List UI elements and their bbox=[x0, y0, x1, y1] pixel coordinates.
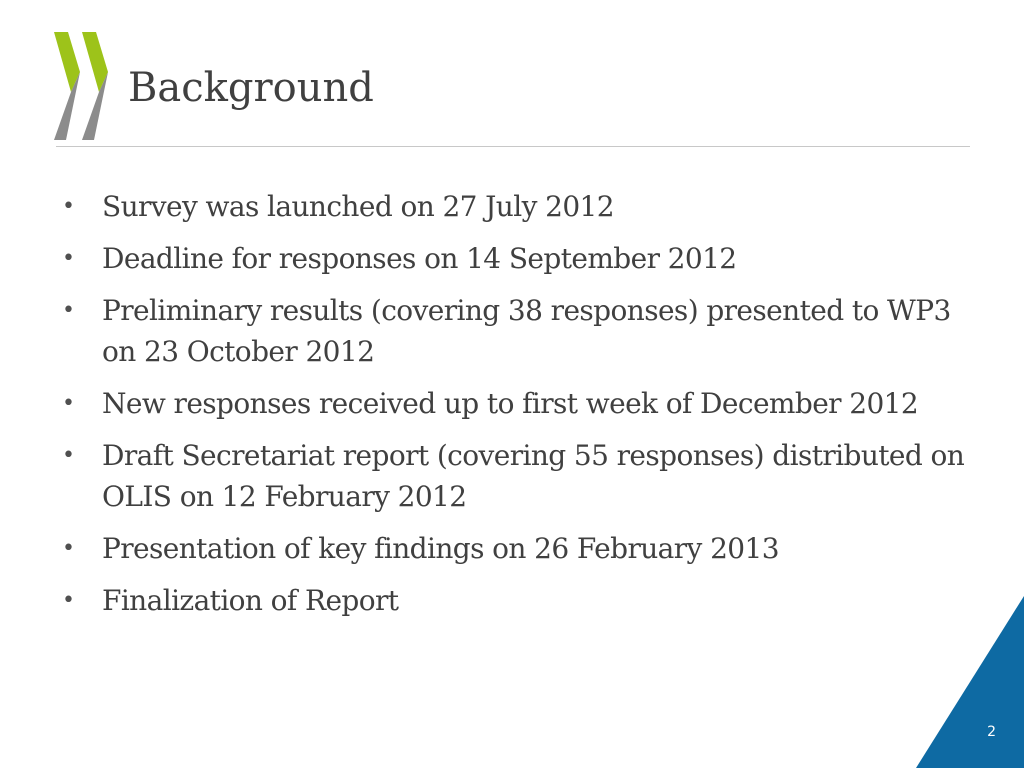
bullet-item bbox=[56, 383, 966, 424]
bullet-text: Preliminary results (covering 38 responses) presented to WP3 on 23 October 2012 bbox=[102, 294, 951, 368]
bullet-text: New responses received up to first week of December 2012 bbox=[102, 387, 919, 420]
bullet-dot: • bbox=[62, 298, 75, 323]
bullet-item bbox=[56, 528, 966, 569]
bullet-item bbox=[56, 186, 966, 227]
oecd-chevron-logo-icon bbox=[54, 32, 110, 140]
bullet-dot: • bbox=[62, 194, 75, 219]
bullet-dot: • bbox=[62, 588, 75, 613]
page-number: 2 bbox=[987, 724, 996, 740]
bullet-dot: • bbox=[62, 443, 75, 468]
corner-triangle-icon bbox=[916, 596, 1024, 768]
bullet-dot: • bbox=[62, 536, 75, 561]
bullet-text: Survey was launched on 27 July 2012 bbox=[102, 190, 614, 223]
bullet-dot: • bbox=[62, 246, 75, 271]
bullet-item bbox=[56, 435, 966, 517]
bullet-item bbox=[56, 238, 966, 279]
title-divider bbox=[56, 146, 970, 147]
bullet-item bbox=[56, 290, 966, 372]
bullet-text: Finalization of Report bbox=[102, 584, 399, 617]
bullet-text: Presentation of key findings on 26 February 2013 bbox=[102, 532, 779, 565]
bullet-list bbox=[56, 186, 966, 632]
bullet-dot: • bbox=[62, 391, 75, 416]
slide-title: Background bbox=[128, 65, 374, 111]
bullet-text: Deadline for responses on 14 September 2012 bbox=[102, 242, 737, 275]
bullet-text: Draft Secretariat report (covering 55 responses) distributed on OLIS on 12 February 2012 bbox=[102, 439, 965, 513]
bullet-item bbox=[56, 580, 966, 621]
